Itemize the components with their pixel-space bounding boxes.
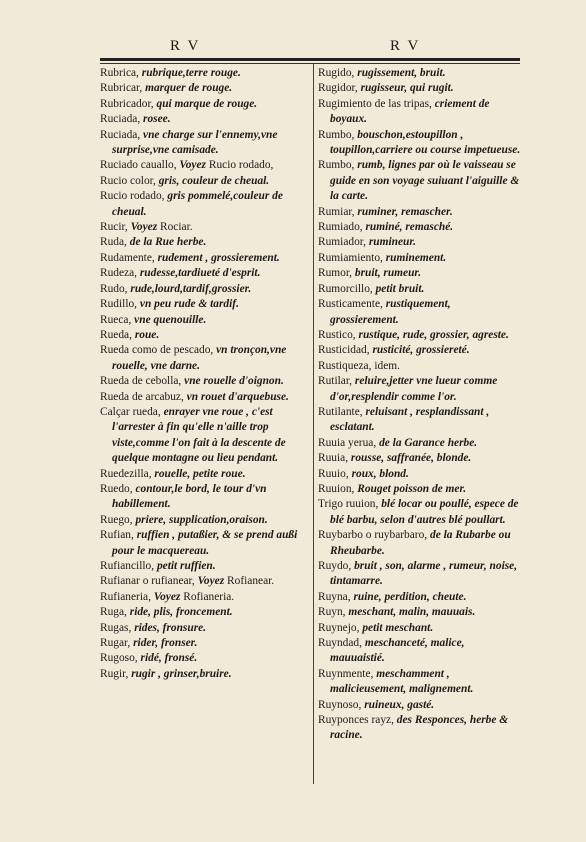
entry-headword: Rugido, (318, 67, 355, 79)
dictionary-entry (100, 220, 308, 235)
entry-headword: Ruybarbo o ruybarbaro, (318, 529, 428, 542)
entry-definition: marquer de rouge. (145, 82, 233, 95)
entry-definition: roue. (134, 328, 160, 341)
entry-definition: Voyez (197, 575, 225, 588)
entry-definition: Rouget poisson de mer. (357, 482, 467, 495)
entry-headword: Rucio color, (100, 174, 156, 187)
left-column (100, 66, 308, 682)
entry-headword: Ruyn, (318, 606, 346, 619)
entry-headword: Rugas, (100, 621, 132, 634)
entry-headword: Rugidor, (318, 82, 358, 95)
entry-definition: bruit, rumeur. (354, 267, 422, 280)
dictionary-entry (318, 235, 522, 250)
entry-definition: vn tronçon,vne rouelle, vne darne. (112, 344, 287, 372)
entry-headword: Ruda, (100, 236, 127, 249)
dictionary-entry (318, 559, 522, 590)
dictionary-entry (318, 405, 522, 436)
dictionary-entry (318, 205, 522, 220)
entry-definition: rugisseur, qui rugit. (360, 82, 454, 95)
dictionary-entry (100, 590, 308, 605)
dictionary-entry (318, 667, 522, 698)
dictionary-entry (100, 574, 308, 589)
right-column (318, 66, 522, 744)
entry-definition: rudesse,tardiueté d'esprit. (139, 267, 261, 280)
entry-definition: rides, fronsure. (134, 621, 207, 634)
dictionary-entry (318, 590, 522, 605)
entry-headword: Rustiqueza, (318, 359, 372, 372)
entry-definition: petit bruit. (375, 282, 425, 295)
entry-definition: vn rouet d'arquebuse. (186, 390, 289, 403)
entry-definition: meschanceté, malice, mauuaistié. (330, 637, 465, 665)
header-rule-thin (100, 63, 520, 64)
entry-headword: Rueda como de pescado, (100, 344, 214, 357)
entry-definition: Voyez (179, 159, 206, 172)
dictionary-entry (100, 282, 308, 297)
dictionary-entry (100, 651, 308, 666)
entry-definition: ridé, fronsé. (140, 652, 198, 665)
dictionary-entry (100, 81, 308, 96)
dictionary-entry (100, 636, 308, 651)
entry-crossref: Rofianear. (227, 575, 275, 588)
dictionary-entry (318, 220, 522, 235)
entry-definition: rudement , grossierement. (157, 251, 280, 264)
entry-headword: Ruydo, (318, 560, 352, 572)
entry-definition: de la Rue herbe. (129, 236, 207, 249)
entry-definition: rugir , grinser,bruire. (131, 667, 232, 680)
entry-headword: Rusticamente, (318, 298, 383, 311)
entry-headword: Rueda, (100, 328, 132, 341)
entry-crossref: Rociar. (160, 221, 193, 234)
dictionary-entry (318, 698, 522, 713)
dictionary-entry (100, 328, 308, 343)
dictionary-entry (100, 621, 308, 636)
dictionary-entry (318, 467, 522, 482)
entry-definition: ruineux, gasté. (364, 698, 435, 711)
entry-headword: Rustico, (318, 328, 356, 341)
dictionary-entry (318, 328, 522, 343)
entry-definition: qui marque de rouge. (156, 97, 258, 110)
dictionary-entry (100, 513, 308, 528)
entry-headword: Rusticidad, (318, 344, 370, 357)
dictionary-entry (100, 374, 308, 389)
dictionary-entry (100, 189, 308, 220)
entry-definition: ruminé, remasché. (365, 221, 454, 234)
entry-headword: Ruedezilla, (100, 467, 152, 480)
entry-definition: meschant, malin, mauuais. (348, 606, 476, 619)
entry-headword: Rueda de cebolla, (100, 375, 182, 388)
dictionary-entry (318, 97, 522, 128)
entry-definition: contour,le bord, le tour d'vn habillement. (112, 482, 267, 511)
entry-headword: Rumbo, (318, 159, 355, 172)
running-header (100, 38, 520, 60)
entry-definition: bruit , son, alarme , rumeur, noise, tintamarre. (330, 560, 518, 588)
entry-definition: rousse, saffranée, blonde. (350, 452, 472, 465)
dictionary-entry (100, 390, 308, 405)
entry-headword: Rugimiento de las tripas, (318, 97, 432, 110)
dictionary-entry (318, 482, 522, 497)
dictionary-entry (318, 497, 522, 528)
entry-headword: Ruyponces rayz, (318, 714, 394, 727)
entry-definition: des Responces, herbe & racine. (330, 714, 509, 742)
dictionary-entry (318, 158, 522, 204)
entry-definition: gris pommelé,couleur de cheual. (112, 190, 283, 218)
entry-headword: Rumorcillo, (318, 282, 373, 295)
dictionary-entry (100, 174, 308, 189)
entry-definition: criement de boyaux. (330, 97, 490, 126)
dictionary-entry (100, 313, 308, 328)
entry-headword: Rumiado, (318, 221, 363, 234)
entry-definition: rustiquement, grossierement. (330, 298, 451, 326)
entry-headword: Rumbo, (318, 128, 355, 141)
entry-headword: Ruciada, (100, 113, 141, 126)
dictionary-entry (100, 112, 308, 127)
entry-headword: Rubricar, (100, 82, 143, 95)
entry-crossref: Rofianeria. (183, 590, 235, 603)
dictionary-entry (318, 451, 522, 466)
column-divider (313, 64, 314, 784)
dictionary-entry (100, 251, 308, 266)
dictionary-entry (318, 713, 522, 744)
entry-headword: Rudeza, (100, 267, 138, 280)
entry-headword: Rudo, (100, 282, 128, 295)
entry-definition: meschamment , malicieusement, malignement. (330, 667, 474, 696)
entry-definition: bouschon,estoupillon , toupillon,carriere ou course impetueuse. (330, 128, 521, 157)
entry-definition: rider, fronser. (133, 637, 198, 650)
entry-definition: roux, blond. (351, 467, 409, 480)
entry-definition: rustique, rude, grossier, agreste. (358, 328, 509, 341)
entry-headword: Ruciado cauallo, (100, 159, 177, 172)
entry-definition: reluisant , resplandissant , esclatant. (330, 405, 490, 434)
dictionary-entry (318, 81, 522, 96)
entry-headword: Rufianeria, (100, 590, 151, 603)
entry-headword: Ruuia yerua, (318, 436, 377, 449)
entry-headword: Rugir, (100, 667, 129, 680)
entry-headword: Ruynejo, (318, 621, 360, 634)
entry-headword: Rufiancillo, (100, 560, 155, 572)
entry-definition: blé locar ou poullé, espece de blé barbu, selon d'autres blé poullart. (330, 498, 519, 526)
entry-headword: Rubricador, (100, 97, 154, 110)
header-left: R V (170, 38, 201, 54)
entry-headword: Ruga, (100, 606, 127, 619)
entry-headword: Rumiar, (318, 205, 355, 218)
entry-definition: Voyez (153, 590, 181, 603)
dictionary-entry (100, 97, 308, 112)
entry-headword: Ruyndad, (318, 637, 362, 650)
dictionary-entry (100, 266, 308, 281)
entry-headword: Ruynmente, (318, 667, 374, 680)
entry-headword: Rudillo, (100, 298, 138, 311)
entry-definition: petit ruffien. (156, 560, 216, 572)
entry-headword: Rucio rodado, (100, 190, 165, 203)
header-right: R V (390, 38, 421, 54)
entry-headword: Rufianar o rufianear, (100, 575, 195, 588)
entry-definition: vne quenouille. (134, 313, 207, 326)
entry-headword: Rueca, (100, 313, 132, 326)
dictionary-entry (100, 235, 308, 250)
entry-definition: enrayer vne roue , c'est l'arrester à fin qu'elle n'aille trop viste,comme l'on fait à la descente de quelque montagne ou lieu pendant. (112, 405, 286, 465)
entry-definition: de la Garance herbe. (379, 436, 478, 449)
entry-headword: Rumiador, (318, 236, 366, 249)
entry-headword: Rutilar, (318, 375, 353, 388)
header-rule-thick (100, 58, 520, 61)
entry-headword: Ruuion, (318, 482, 355, 495)
entry-definition: vne charge sur l'ennemy,vne surprise,vne camisade. (112, 128, 278, 157)
entry-definition: rude,lourd,tardif,grossier. (130, 282, 252, 295)
dictionary-entry (318, 605, 522, 620)
dictionary-entry (318, 621, 522, 636)
entry-definition: ruminement. (385, 251, 447, 264)
dictionary-entry (100, 559, 308, 574)
entry-headword: Rumiamiento, (318, 251, 383, 264)
dictionary-entry (318, 128, 522, 159)
entry-definition: Voyez (130, 221, 158, 234)
entry-headword: Ruuia, (318, 452, 349, 465)
entry-definition: de la Rubarbe ou Rheubarbe. (330, 529, 511, 557)
entry-definition: rugissement, bruit. (357, 67, 446, 79)
dictionary-entry (100, 66, 308, 81)
entry-headword: Trigo ruuion, (318, 498, 379, 511)
dictionary-entry (318, 297, 522, 328)
dictionary-entry (318, 66, 522, 81)
entry-definition: vn peu rude & tardif. (139, 298, 239, 311)
dictionary-entry (318, 436, 522, 451)
entry-headword: Rutilante, (318, 405, 363, 418)
entry-headword: Ruuio, (318, 467, 349, 480)
entry-headword: Ruego, (100, 513, 133, 526)
entry-headword: Rugar, (100, 637, 131, 650)
entry-definition: gris, couleur de cheual. (158, 174, 270, 187)
dictionary-entry (318, 359, 522, 374)
entry-headword: Rubrica, (100, 67, 139, 79)
entry-crossref: Rucio rodado, (208, 159, 274, 172)
dictionary-entry (318, 636, 522, 667)
entry-headword: Rucir, (100, 221, 128, 234)
entry-definition: rusticité, grossiereté. (372, 344, 470, 357)
entry-definition: petit meschant. (362, 621, 434, 634)
dictionary-entry (318, 282, 522, 297)
entry-definition: priere, supplication,oraison. (135, 513, 268, 526)
dictionary-entry (100, 297, 308, 312)
entry-crossref: idem. (374, 359, 400, 372)
entry-definition: rumineur. (368, 236, 416, 249)
entry-definition: rubrique,terre rouge. (141, 67, 241, 79)
entry-definition: reluire,jetter vne lueur comme d'or,resplendir comme l'or. (330, 375, 498, 403)
entry-headword: Rueda de arcabuz, (100, 390, 184, 403)
dictionary-entry (318, 528, 522, 559)
entry-definition: vne rouelle d'oignon. (184, 375, 284, 388)
dictionary-entry (318, 343, 522, 358)
dictionary-entry (100, 467, 308, 482)
dictionary-entry (100, 667, 308, 682)
entry-headword: Ruynoso, (318, 698, 362, 711)
entry-headword: Ruyna, (318, 590, 351, 603)
entry-headword: Ruedo, (100, 482, 133, 495)
entry-definition: ruffien , putaßier, & se prend außi pour le macquereau. (112, 529, 298, 557)
entry-headword: Rumor, (318, 267, 353, 280)
dictionary-entry (318, 266, 522, 281)
dictionary-entry (100, 605, 308, 620)
entry-definition: rumb, lignes par où le vaisseau se guide en son voyage suiuant l'aiguille & la carte. (330, 159, 520, 203)
dictionary-entry (100, 482, 308, 513)
dictionary-entry (100, 343, 308, 374)
dictionary-entry (318, 374, 522, 405)
entry-definition: rosee. (143, 113, 171, 126)
entry-headword: Rufian, (100, 529, 134, 542)
entry-definition: ruine, perdition, cheute. (353, 590, 467, 603)
entry-headword: Calçar rueda, (100, 405, 161, 418)
entry-definition: ride, plis, froncement. (129, 606, 233, 619)
entry-headword: Rugoso, (100, 652, 138, 665)
dictionary-entry (100, 128, 308, 159)
entry-headword: Rudamente, (100, 251, 155, 264)
dictionary-entry (100, 405, 308, 467)
entry-definition: ruminer, remascher. (357, 205, 453, 218)
entry-definition: rouelle, petite roue. (154, 467, 246, 480)
dictionary-entry (318, 251, 522, 266)
entry-headword: Ruciada, (100, 128, 141, 141)
dictionary-entry (100, 158, 308, 173)
dictionary-entry (100, 528, 308, 559)
